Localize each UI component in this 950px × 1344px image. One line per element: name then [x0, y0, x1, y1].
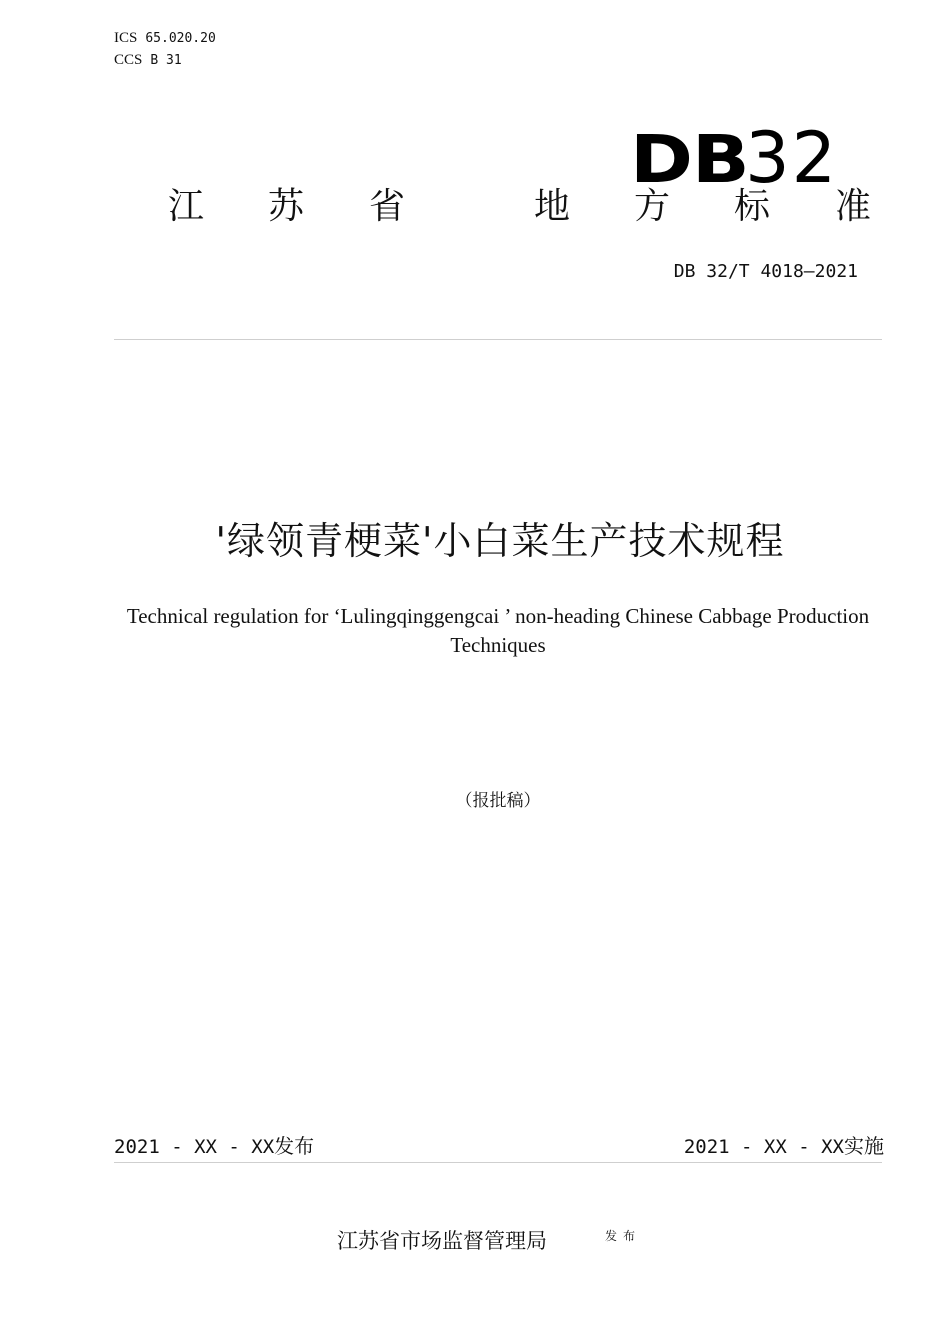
implement-date-suffix: 实施	[844, 1134, 884, 1158]
ics-label: ICS	[114, 30, 138, 46]
issue-label: 发布	[605, 1229, 642, 1243]
db-logo-letters: DB	[630, 121, 749, 198]
publish-date-value: 2021 - XX - XX	[114, 1136, 275, 1158]
draft-status: （报批稿）	[455, 791, 541, 811]
issuing-authority: 江苏省市场监督管理局	[337, 1229, 547, 1253]
document-title-en: Technical regulation for ‘Lulingqinggengcai ’ non-heading Chinese Cabbage Production Techniques	[126, 604, 870, 657]
header-title-char: 省	[369, 186, 406, 227]
header-title-char: 标	[734, 186, 771, 227]
publish-date	[114, 1133, 314, 1160]
ccs-code: B 31	[150, 53, 182, 68]
footer-divider	[114, 1162, 882, 1163]
ics-code: 65.020.20	[145, 31, 216, 46]
header-title-char: 江	[168, 186, 205, 227]
publish-date-suffix: 发布	[274, 1134, 315, 1158]
standard-number: DB 32/T 4018—2021	[673, 261, 858, 282]
ccs-classification	[114, 51, 182, 70]
ccs-label: CCS	[114, 52, 143, 68]
header-title-char: 准	[835, 186, 872, 227]
db-logo-number: 32	[745, 117, 839, 199]
implement-date-value: 2021 - XX - XX	[683, 1136, 844, 1158]
header-title-char: 苏	[268, 186, 305, 227]
header-title-char: 地	[534, 186, 571, 227]
db32-logo	[630, 117, 839, 199]
header-title-char: 方	[634, 186, 671, 227]
ics-classification	[114, 29, 216, 48]
document-title-cn: '绿领青梗菜'小白菜生产技术规程	[215, 519, 785, 563]
header-divider	[114, 339, 882, 340]
implement-date	[684, 1133, 884, 1160]
